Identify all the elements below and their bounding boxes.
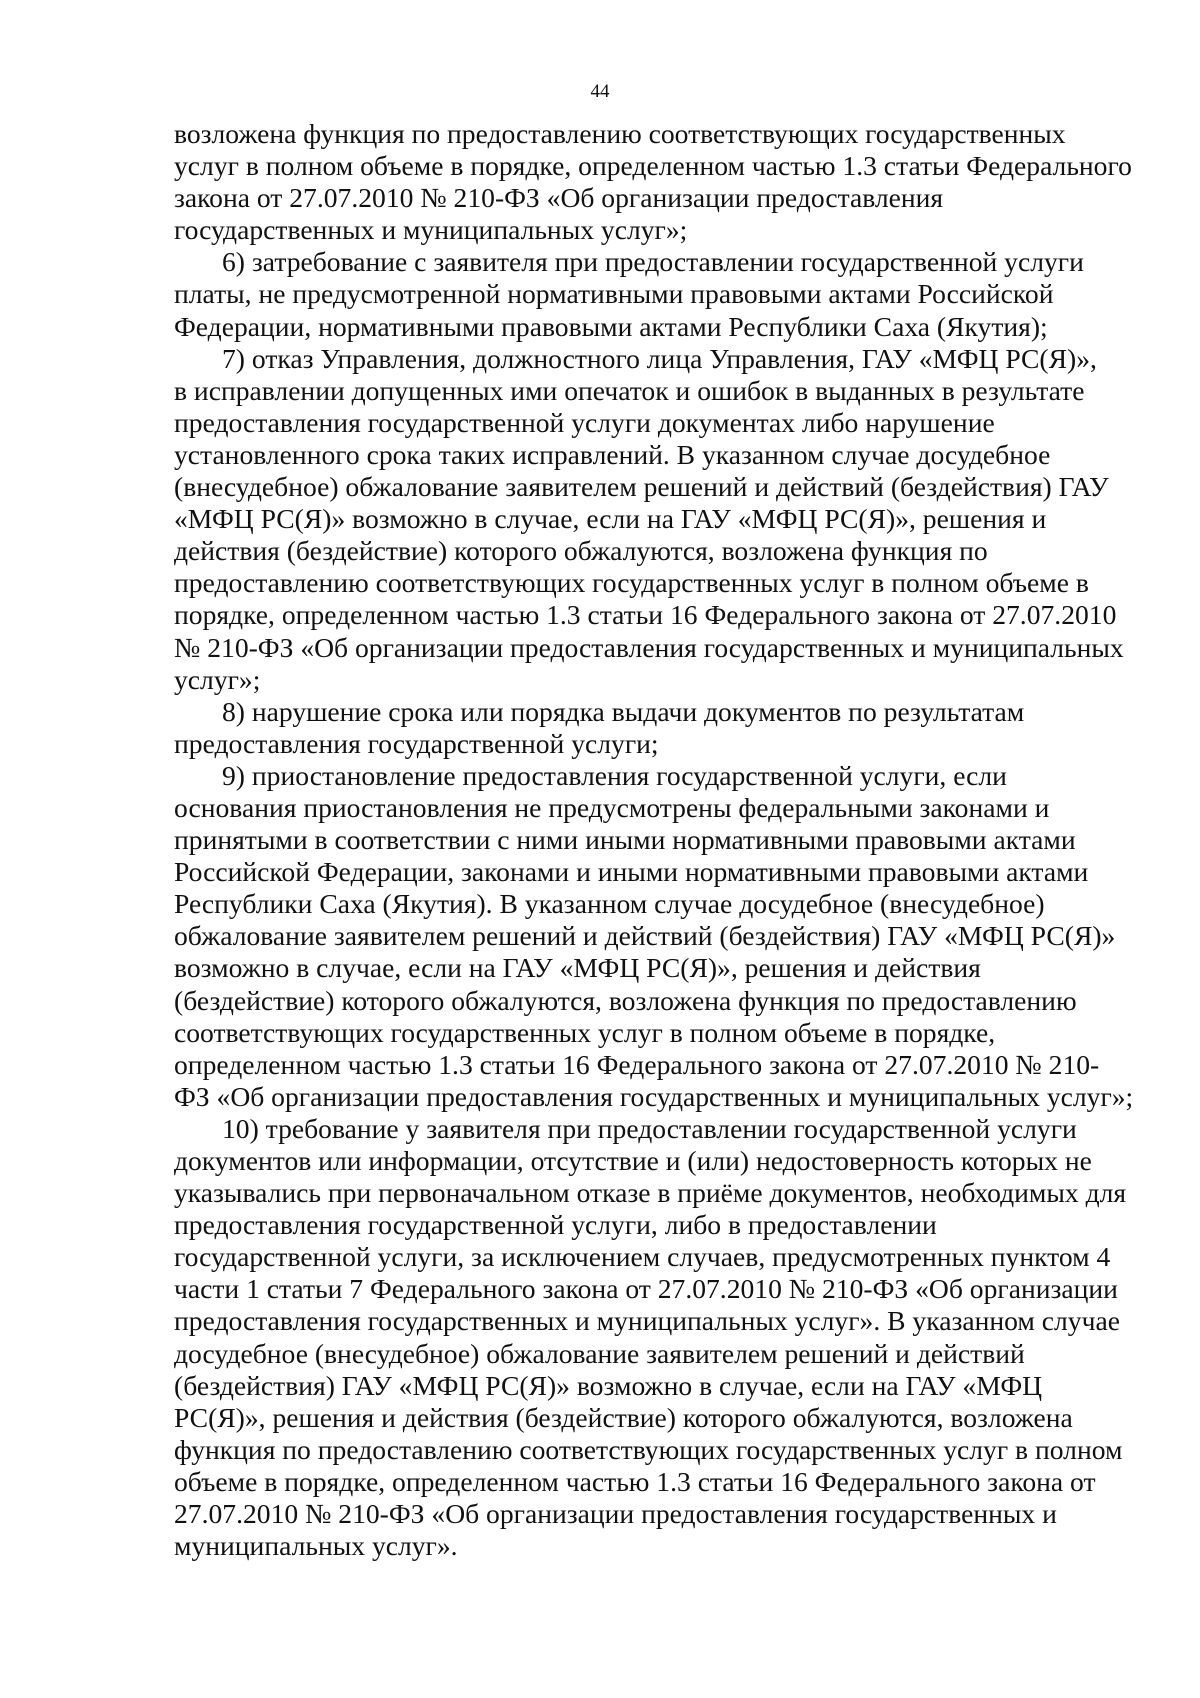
text-line: закона от 27.07.2010 № 210-ФЗ «Об организации предоставления (174, 182, 944, 214)
text-line: 8) нарушение срока или порядка выдачи документов по результатам (222, 695, 1025, 727)
text-line: принятыми в соответствии с ними иными нормативными правовыми актами (174, 824, 1076, 856)
text-line: соответствующих государственных услуг в полном объеме в порядке, (174, 1016, 996, 1048)
text-line: 10) требование у заявителя при предоставлении государственной услуги (222, 1112, 1077, 1144)
text-line: указывались при первоначальном отказе в приёме документов, необходимых для (174, 1177, 1127, 1209)
text-line: возложена функция по предоставлению соответствующих государственных (174, 118, 1066, 149)
text-line: государственной услуги, за исключением случаев, предусмотренных пунктом 4 (174, 1241, 1111, 1273)
document-body (174, 118, 1150, 1562)
text-line: РС(Я)», решения и действия (бездействие) которого обжалуются, возложена (174, 1401, 1073, 1433)
text-line: порядке, определенном частью 1.3 статьи 16 Федерального закона от 27.07.2010 (174, 599, 1117, 631)
text-line: обжалование заявителем решений и действий (бездействия) ГАУ «МФЦ РС(Я)» (174, 920, 1116, 952)
text-line: «МФЦ РС(Я)» возможно в случае, если на ГАУ «МФЦ РС(Я)», решения и (174, 503, 1047, 535)
text-line: государственных и муниципальных услуг»; (174, 214, 688, 246)
text-line: документов или информации, отсутствие и (или) недостоверность которых не (174, 1145, 1092, 1176)
paragraph-item-7 (174, 343, 1150, 696)
text-line: Российской Федерации, законами и иными нормативными правовыми актами (174, 856, 1089, 888)
text-line: предоставления государственной услуги документах либо нарушение (174, 406, 995, 438)
text-line: предоставления государственной услуги, либо в предоставлении (174, 1209, 937, 1241)
text-line: 7) отказ Управления, должностного лица Управления, ГАУ «МФЦ РС(Я)», (222, 342, 1097, 374)
paragraph-item-9 (174, 760, 1150, 1113)
text-line: предоставления государственных и муниципальных услуг». В указанном случае (174, 1305, 1120, 1337)
text-line: ФЗ «Об организации предоставления государственных и муниципальных услуг»; (174, 1080, 1134, 1112)
text-line: 27.07.2010 № 210-ФЗ «Об организации предоставления государственных и (174, 1498, 1057, 1530)
text-line: основания приостановления не предусмотрены федеральными законами и (174, 791, 1050, 823)
text-line: (бездействие) которого обжалуются, возложена функция по предоставлению (174, 984, 1077, 1016)
text-line: установленного срока таких исправлений. В указанном случае досудебное (174, 438, 1051, 470)
paragraph-item-8 (174, 696, 1150, 760)
text-line: досудебное (внесудебное) обжалование заявителем решений и действий (174, 1337, 1025, 1369)
text-line: муниципальных услуг». (174, 1530, 458, 1562)
text-line: действия (бездействие) которого обжалуются, возложена функция по (174, 535, 988, 567)
page-number: 44 (590, 81, 610, 102)
text-line: определенном частью 1.3 статьи 16 Федерального закона от 27.07.2010 № 210- (174, 1048, 1100, 1080)
text-line: платы, не предусмотренной нормативными правовыми актами Российской (174, 278, 1054, 310)
paragraph-item-10 (174, 1113, 1150, 1562)
text-line: функция по предоставлению соответствующих государственных услуг в полном (174, 1433, 1123, 1465)
text-line: 6) затребование с заявителя при предоставлении государственной услуги (222, 246, 1084, 278)
text-line: (внесудебное) обжалование заявителем решений и действий (бездействия) ГАУ (174, 471, 1109, 503)
text-line: Республики Саха (Якутия). В указанном случае досудебное (внесудебное) (174, 888, 1045, 920)
text-line: Федерации, нормативными правовыми актами Республики Саха (Якутия); (174, 310, 1048, 342)
text-line: предоставлению соответствующих государственных услуг в полном объеме в (174, 567, 1089, 599)
text-line: 9) приостановление предоставления государственной услуги, если (222, 759, 1007, 791)
paragraph-continuation (174, 118, 1150, 246)
text-line: объеме в порядке, определенном частью 1.3 статьи 16 Федерального закона от (174, 1465, 1096, 1497)
text-line: возможно в случае, если на ГАУ «МФЦ РС(Я)», решения и действия (174, 952, 981, 984)
text-line: услуг»; (174, 663, 261, 695)
text-line: № 210-ФЗ «Об организации предоставления государственных и муниципальных (174, 631, 1124, 663)
text-line: в исправлении допущенных ими опечаток и ошибок в выданных в результате (174, 374, 1085, 406)
paragraph-item-6 (174, 246, 1150, 342)
text-line: услуг в полном объеме в порядке, определенном частью 1.3 статьи Федерального (174, 150, 1132, 182)
text-line: части 1 статьи 7 Федерального закона от 27.07.2010 № 210-ФЗ «Об организации (174, 1273, 1118, 1305)
text-line: предоставления государственной услуги; (174, 727, 659, 759)
text-line: (бездействия) ГАУ «МФЦ РС(Я)» возможно в случае, если на ГАУ «МФЦ (174, 1369, 1043, 1401)
